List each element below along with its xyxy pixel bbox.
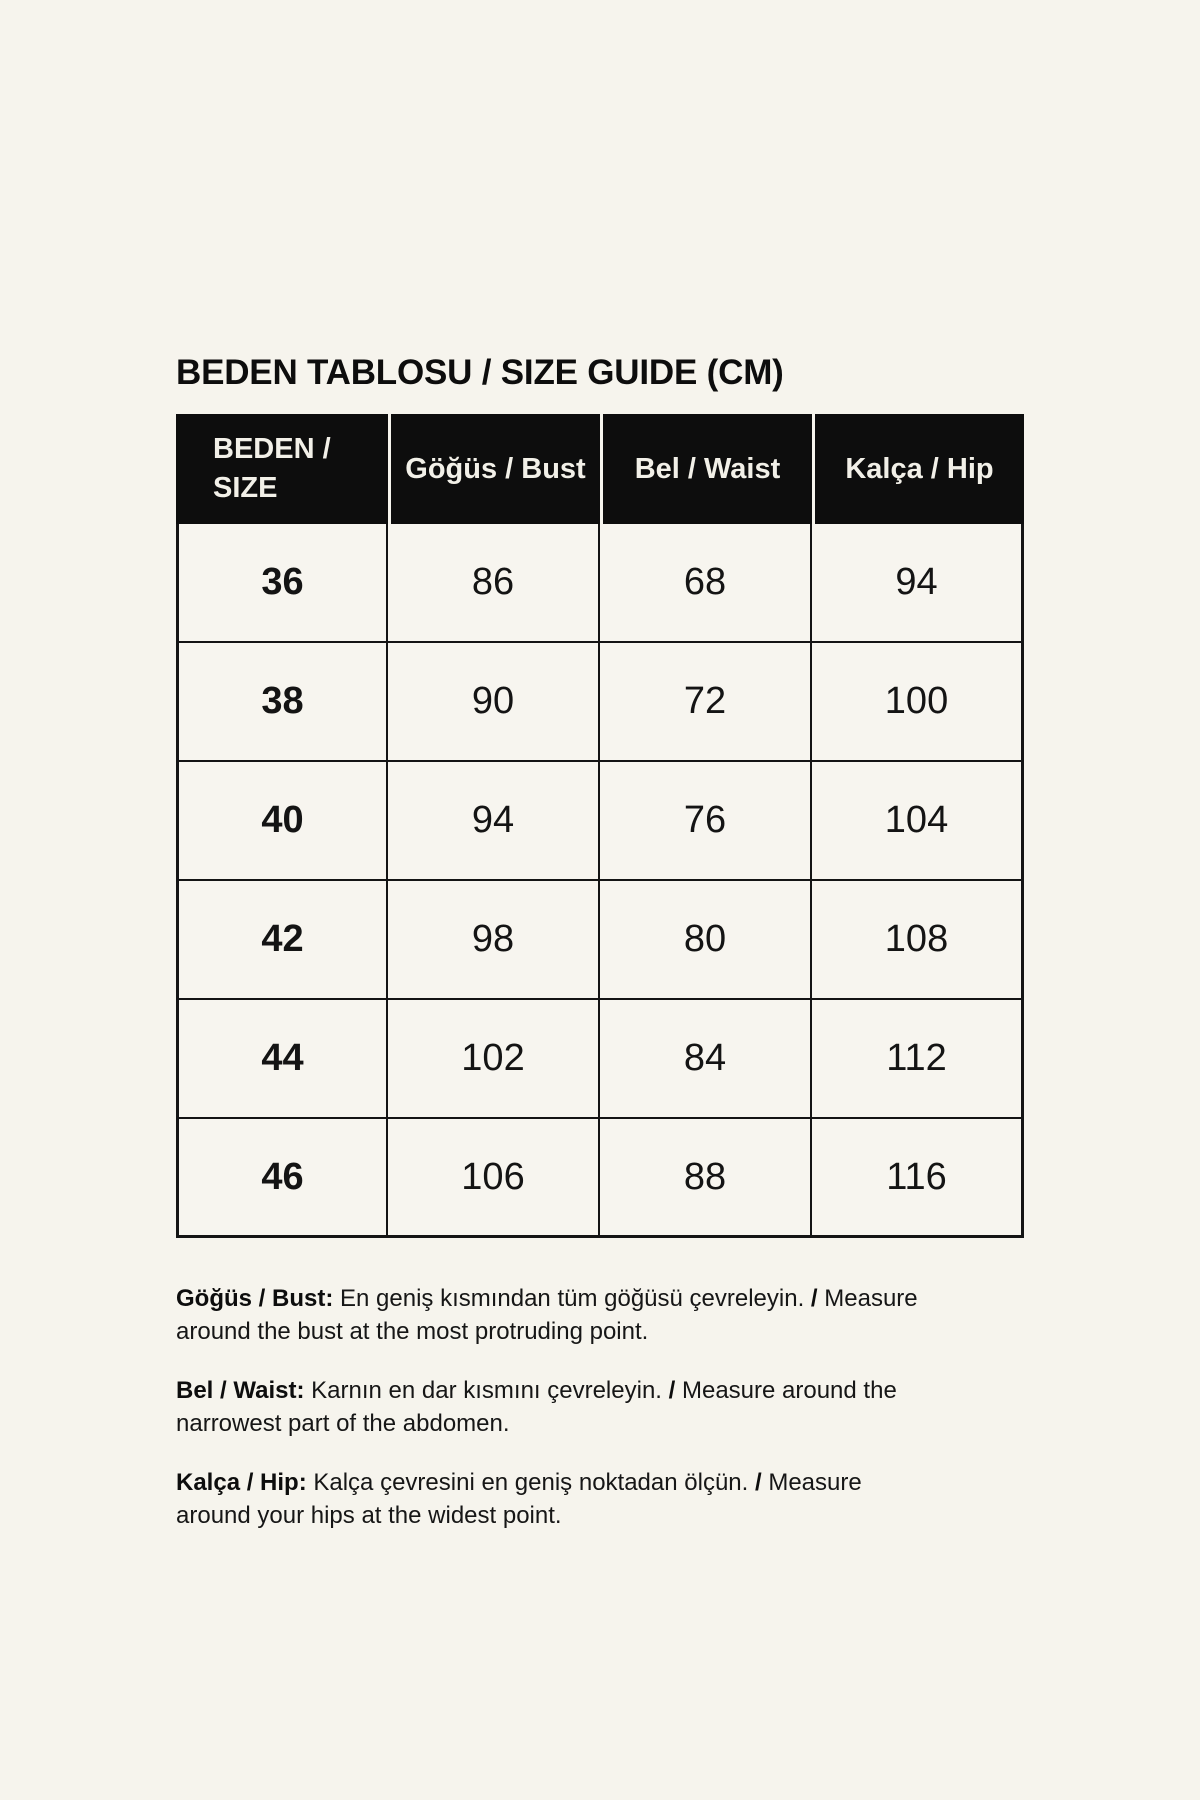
measurement-note: Bel / Waist: Karnın en dar kısmını çevreleyin. / Measure around the narrowest part of the abdomen. xyxy=(176,1377,897,1437)
size-table-row xyxy=(176,1000,1024,1119)
size-value-cell: 38 xyxy=(176,643,388,762)
note-separator: / xyxy=(668,1377,676,1404)
note-label: Kalça / Hip: xyxy=(176,1469,307,1496)
note-label: Bel / Waist: xyxy=(176,1377,305,1404)
size-table-header-cell: Göğüs / Bust xyxy=(388,414,600,524)
measurement-note: Kalça / Hip: Kalça çevresini en geniş noktadan ölçün. / Measure around your hips at the widest point. xyxy=(176,1469,862,1529)
size-table-row xyxy=(176,1119,1024,1238)
measurement-notes xyxy=(176,1282,938,1558)
measurement-note: Göğüs / Bust: En geniş kısmından tüm göğüsü çevreleyin. / Measure around the bust at the most protruding point. xyxy=(176,1285,918,1345)
note-label: Göğüs / Bust: xyxy=(176,1285,334,1312)
measurement-value-cell: 94 xyxy=(812,524,1024,643)
size-table-row xyxy=(176,524,1024,643)
size-table-row xyxy=(176,762,1024,881)
size-table-header-cell: Bel / Waist xyxy=(600,414,812,524)
size-value-cell: 46 xyxy=(176,1119,388,1238)
measurement-value-cell: 102 xyxy=(388,1000,600,1119)
measurement-value-cell: 94 xyxy=(388,762,600,881)
measurement-value-cell: 72 xyxy=(600,643,812,762)
measurement-value-cell: 98 xyxy=(388,881,600,1000)
measurement-value-cell: 76 xyxy=(600,762,812,881)
size-table-body xyxy=(176,524,1024,1238)
size-value-cell: 36 xyxy=(176,524,388,643)
size-value-cell: 44 xyxy=(176,1000,388,1119)
note-separator: / xyxy=(810,1285,818,1312)
size-table-header-row xyxy=(176,414,1024,524)
size-table-header-cell: BEDEN / SIZE xyxy=(176,414,388,524)
size-value-cell: 42 xyxy=(176,881,388,1000)
size-table-row xyxy=(176,643,1024,762)
note-separator: / xyxy=(754,1469,762,1496)
measurement-value-cell: 80 xyxy=(600,881,812,1000)
size-guide-table xyxy=(176,414,1024,1238)
size-guide-title: BEDEN TABLOSU / SIZE GUIDE (CM) xyxy=(176,353,784,393)
measurement-value-cell: 104 xyxy=(812,762,1024,881)
size-table-header xyxy=(176,414,1024,524)
measurement-value-cell: 90 xyxy=(388,643,600,762)
measurement-value-cell: 112 xyxy=(812,1000,1024,1119)
measurement-value-cell: 84 xyxy=(600,1000,812,1119)
measurement-value-cell: 108 xyxy=(812,881,1024,1000)
size-table-row xyxy=(176,881,1024,1000)
measurement-value-cell: 100 xyxy=(812,643,1024,762)
measurement-value-cell: 88 xyxy=(600,1119,812,1238)
measurement-value-cell: 86 xyxy=(388,524,600,643)
measurement-value-cell: 106 xyxy=(388,1119,600,1238)
size-table-header-cell: Kalça / Hip xyxy=(812,414,1024,524)
measurement-value-cell: 68 xyxy=(600,524,812,643)
size-value-cell: 40 xyxy=(176,762,388,881)
measurement-value-cell: 116 xyxy=(812,1119,1024,1238)
